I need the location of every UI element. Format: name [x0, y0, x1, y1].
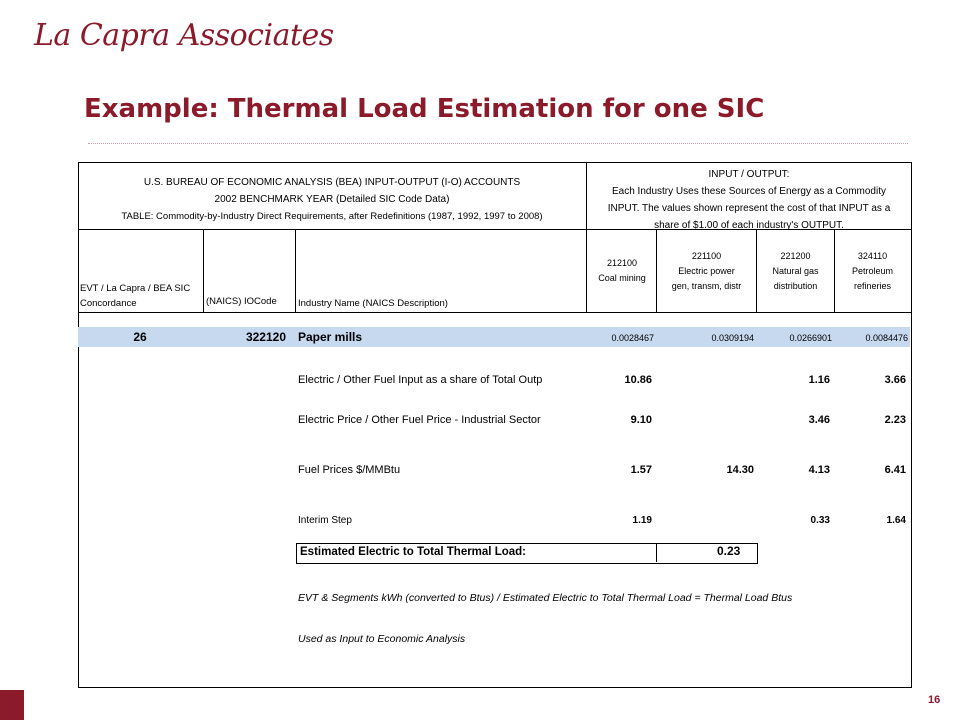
industry-column-header: Industry Name (NAICS Description) [298, 298, 448, 309]
naics-column-header: (NAICS) IOCode [206, 296, 277, 307]
paper-row-evt: 26 [133, 330, 147, 344]
header-left-line-1: U.S. BUREAU OF ECONOMIC ANALYSIS (BEA) INPUT-OUTPUT (I-O) ACCOUNTS [143, 177, 521, 188]
coal-label: Coal mining [598, 273, 646, 283]
electric-code: 221100 [691, 251, 722, 261]
col-line-2 [295, 229, 296, 312]
usage-note: Used as Input to Economic Analysis [298, 633, 466, 645]
title-divider [88, 143, 908, 144]
header-split-line [586, 162, 587, 312]
interim-row-petroleum: 1.64 [886, 515, 906, 526]
paper-row-petroleum: 0.0084476 [865, 333, 908, 343]
share-row-gas: 1.16 [808, 374, 830, 386]
footer-accent [0, 690, 24, 720]
estimate-label: Estimated Electric to Total Thermal Load: [300, 546, 526, 558]
petroleum-column-header [835, 249, 910, 294]
price-row-label: Electric Price / Other Fuel Price - Industrial Sector [298, 414, 541, 426]
col-line-1 [203, 229, 204, 312]
header-right-block [588, 166, 910, 234]
header-right-line-2: Each Industry Uses these Sources of Energy as a Commodity [611, 186, 886, 197]
share-row-coal: 10.86 [624, 374, 652, 386]
gas-label-1: Natural gas [772, 266, 819, 276]
fuel-prices-row-gas: 4.13 [808, 464, 830, 476]
header-right-line-3: INPUT. The values shown represent the cost of that INPUT as a [607, 203, 891, 214]
share-row-petroleum: 3.66 [884, 374, 906, 386]
petroleum-code: 324110 [857, 251, 888, 261]
paper-row-code: 322120 [245, 330, 286, 344]
coal-code: 212100 [606, 258, 638, 268]
evt-column-header [80, 281, 190, 311]
fuel-prices-row-coal: 1.57 [630, 464, 652, 476]
company-logo: La Capra Associates [34, 18, 334, 53]
header-left-line-3: TABLE: Commodity-by-Industry Direct Requirements, after Redefinitions (1987, 1992, 1997 to 2008) [121, 211, 543, 222]
header-right-line-4: share of $1.00 of each industry's OUTPUT. [654, 220, 844, 231]
interim-row-gas: 0.33 [810, 515, 830, 526]
formula-note: EVT & Segments kWh (converted to Btus) / Estimated Electric to Total Thermal Load = Thermal Load Btus [298, 592, 793, 604]
columns-divider [78, 312, 911, 313]
price-row-coal: 9.10 [630, 414, 652, 426]
interim-row-coal: 1.19 [632, 515, 652, 526]
fuel-prices-row-electric: 14.30 [726, 464, 754, 476]
paper-row-electric: 0.0309194 [711, 333, 754, 343]
paper-row-gas: 0.0266901 [789, 333, 832, 343]
share-row-label: Electric / Other Fuel Input as a share of Total Outp [298, 374, 543, 386]
evt-header-line-2: Concordance [80, 298, 137, 309]
electric-label-1: Electric power [678, 266, 735, 276]
petroleum-label-1: Petroleum [851, 266, 894, 276]
natural-gas-column-header [757, 249, 834, 294]
evt-header-line-1: EVT / La Capra / BEA SIC [80, 283, 191, 294]
electric-power-column-header [657, 249, 756, 294]
coal-mining-column-header [588, 256, 656, 286]
petroleum-label-2: refineries [853, 281, 891, 291]
header-right-line-1: INPUT / OUTPUT: [708, 169, 790, 180]
estimate-box-separator [656, 543, 657, 562]
header-left-line-2: 2002 BENCHMARK YEAR (Detailed SIC Code Data) [214, 194, 450, 205]
interim-row-label: Interim Step [298, 515, 352, 526]
paper-row-name: Paper mills [298, 330, 363, 344]
price-row-gas: 3.46 [808, 414, 830, 426]
price-row-petroleum: 2.23 [884, 414, 906, 426]
page-number: 16 [928, 694, 941, 706]
estimate-value: 0.23 [717, 544, 741, 558]
slide-title: Example: Thermal Load Estimation for one SIC [84, 94, 765, 124]
header-left-block [80, 174, 584, 225]
paper-row-coal: 0.0028467 [611, 333, 654, 343]
gas-code: 221200 [780, 251, 811, 261]
fuel-prices-row-petroleum: 6.41 [884, 464, 906, 476]
gas-label-2: distribution [773, 281, 818, 291]
fuel-prices-row-label: Fuel Prices $/MMBtu [298, 464, 401, 476]
electric-label-2: gen, transm, distr [671, 281, 742, 291]
